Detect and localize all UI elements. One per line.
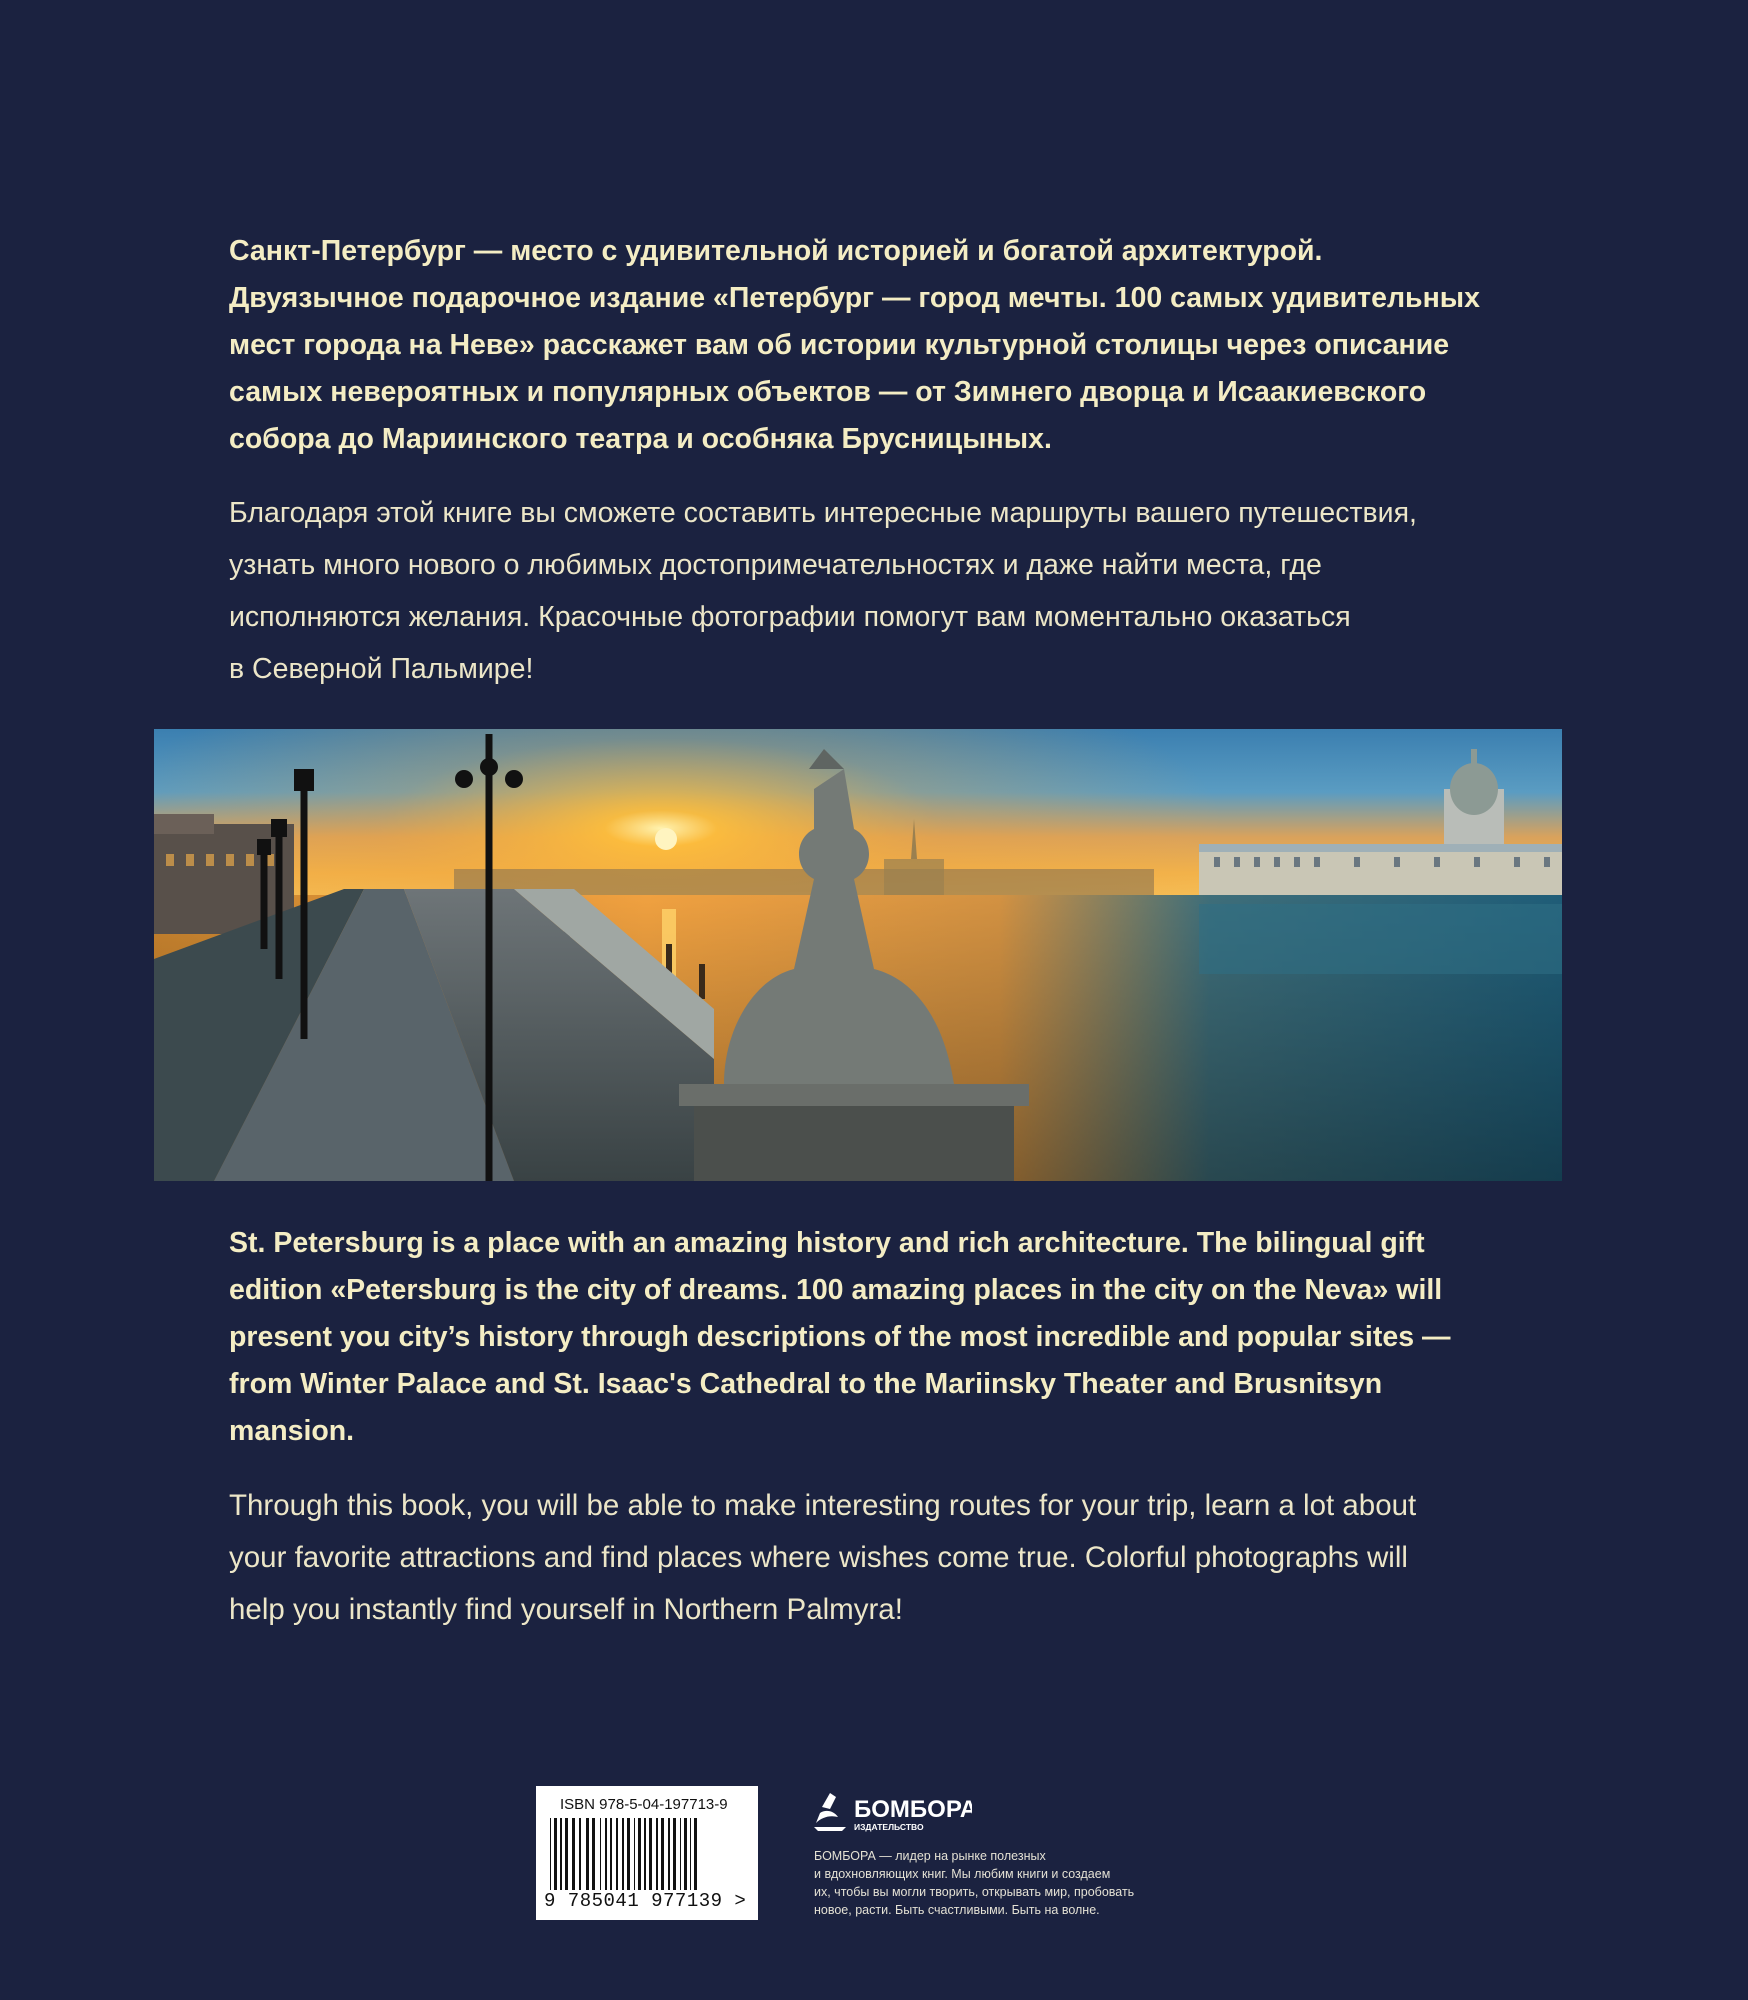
panorama-photo xyxy=(154,729,1562,1181)
barcode-digits: 9 785041 977139 > xyxy=(544,1890,747,1912)
barcode-bar xyxy=(592,1818,595,1890)
wave-rider-logo-icon xyxy=(814,1793,846,1831)
barcode-bar xyxy=(690,1818,691,1890)
text-line: Through this book, you will be able to make interesting routes for your trip, learn a lot about xyxy=(229,1489,1417,1522)
text-line: самых невероятных и популярных объектов — от Зимнего дворца и Исаакиевского xyxy=(229,376,1427,408)
barcode-bar xyxy=(673,1818,676,1890)
text-line: help you instantly find yourself in Northern Palmyra! xyxy=(229,1593,903,1626)
text-line: узнать много нового о любимых достопримечательностях и даже найти места, где xyxy=(229,549,1322,581)
barcode-bar xyxy=(600,1818,601,1890)
ru-body-paragraph xyxy=(229,487,1519,695)
text-line: Двуязычное подарочное издание «Петербург — город мечты. 100 самых удивительных xyxy=(229,282,1480,314)
text-line: present you city’s history through descriptions of the most incredible and popular sites — xyxy=(229,1321,1451,1353)
text-line: Благодаря этой книге вы сможете составить интересные маршруты вашего путешествия, xyxy=(229,497,1417,529)
publisher-logo xyxy=(812,1787,972,1840)
text-line: и вдохновляющих книг. Мы любим книги и создаем xyxy=(814,1867,1111,1881)
barcode-bar xyxy=(560,1818,562,1890)
barcode-bar xyxy=(554,1818,557,1890)
text-line: собора до Мариинского театра и особняка Брусницыных. xyxy=(229,423,1052,455)
barcode-bar xyxy=(638,1818,641,1890)
barcode-bar xyxy=(694,1818,697,1890)
text-line: мест города на Неве» расскажет вам об истории культурной столицы через описание xyxy=(229,329,1450,361)
barcode-bar xyxy=(680,1818,681,1890)
barcode-bar xyxy=(572,1818,575,1890)
barcode-bar xyxy=(605,1818,607,1890)
text-line: в Северной Пальмире! xyxy=(229,653,534,685)
barcode-bar xyxy=(668,1818,670,1890)
text-line: edition «Petersburg is the city of dreams. 100 amazing places in the city on the Neva» will xyxy=(229,1274,1443,1306)
isbn-label: ISBN 978-5-04-197713-9 xyxy=(560,1796,728,1813)
text-line: БОМБОРА — лидер на рынке полезных xyxy=(814,1849,1046,1863)
publisher-logo-sub: ИЗДАТЕЛЬСТВО xyxy=(854,1822,924,1832)
text-line: Санкт-Петербург — место с удивительной историей и богатой архитектурой. xyxy=(229,235,1323,267)
barcode-bar xyxy=(627,1818,630,1890)
text-line: новое, расти. Быть счастливыми. Быть на волне. xyxy=(814,1903,1100,1917)
barcode-bar xyxy=(579,1818,581,1890)
barcode-bar xyxy=(610,1818,612,1890)
text-line: их, чтобы вы могли творить, открывать мир, пробовать xyxy=(814,1885,1135,1899)
barcode-bar xyxy=(616,1818,618,1890)
barcode-bar xyxy=(644,1818,646,1890)
en-intro-paragraph xyxy=(229,1220,1519,1455)
publisher-description xyxy=(814,1847,1214,1919)
en-body-paragraph xyxy=(229,1480,1519,1636)
barcode-bar xyxy=(661,1818,664,1890)
barcode-bars xyxy=(546,1818,748,1890)
barcode-bar xyxy=(656,1818,658,1890)
text-line: from Winter Palace and St. Isaac's Cathedral to the Mariinsky Theater and Brusnitsyn xyxy=(229,1368,1383,1400)
text-line: исполняются желания. Красочные фотографии помогут вам моментально оказаться xyxy=(229,601,1351,633)
publisher-logo-name: БОМБОРА xyxy=(854,1796,972,1823)
text-line: mansion. xyxy=(229,1415,355,1447)
isbn-barcode xyxy=(536,1786,758,1920)
ru-intro-paragraph xyxy=(229,228,1519,463)
barcode-bar xyxy=(550,1818,551,1890)
barcode-bar xyxy=(649,1818,652,1890)
text-line: St. Petersburg is a place with an amazing history and rich architecture. The bilingual gift xyxy=(229,1227,1425,1259)
barcode-bar xyxy=(622,1818,624,1890)
barcode-bar xyxy=(586,1818,589,1890)
barcode-bar xyxy=(684,1818,687,1890)
barcode-bar xyxy=(565,1818,568,1890)
barcode-bar xyxy=(634,1818,635,1890)
text-line: your favorite attractions and find places where wishes come true. Colorful photographs will xyxy=(229,1541,1408,1574)
